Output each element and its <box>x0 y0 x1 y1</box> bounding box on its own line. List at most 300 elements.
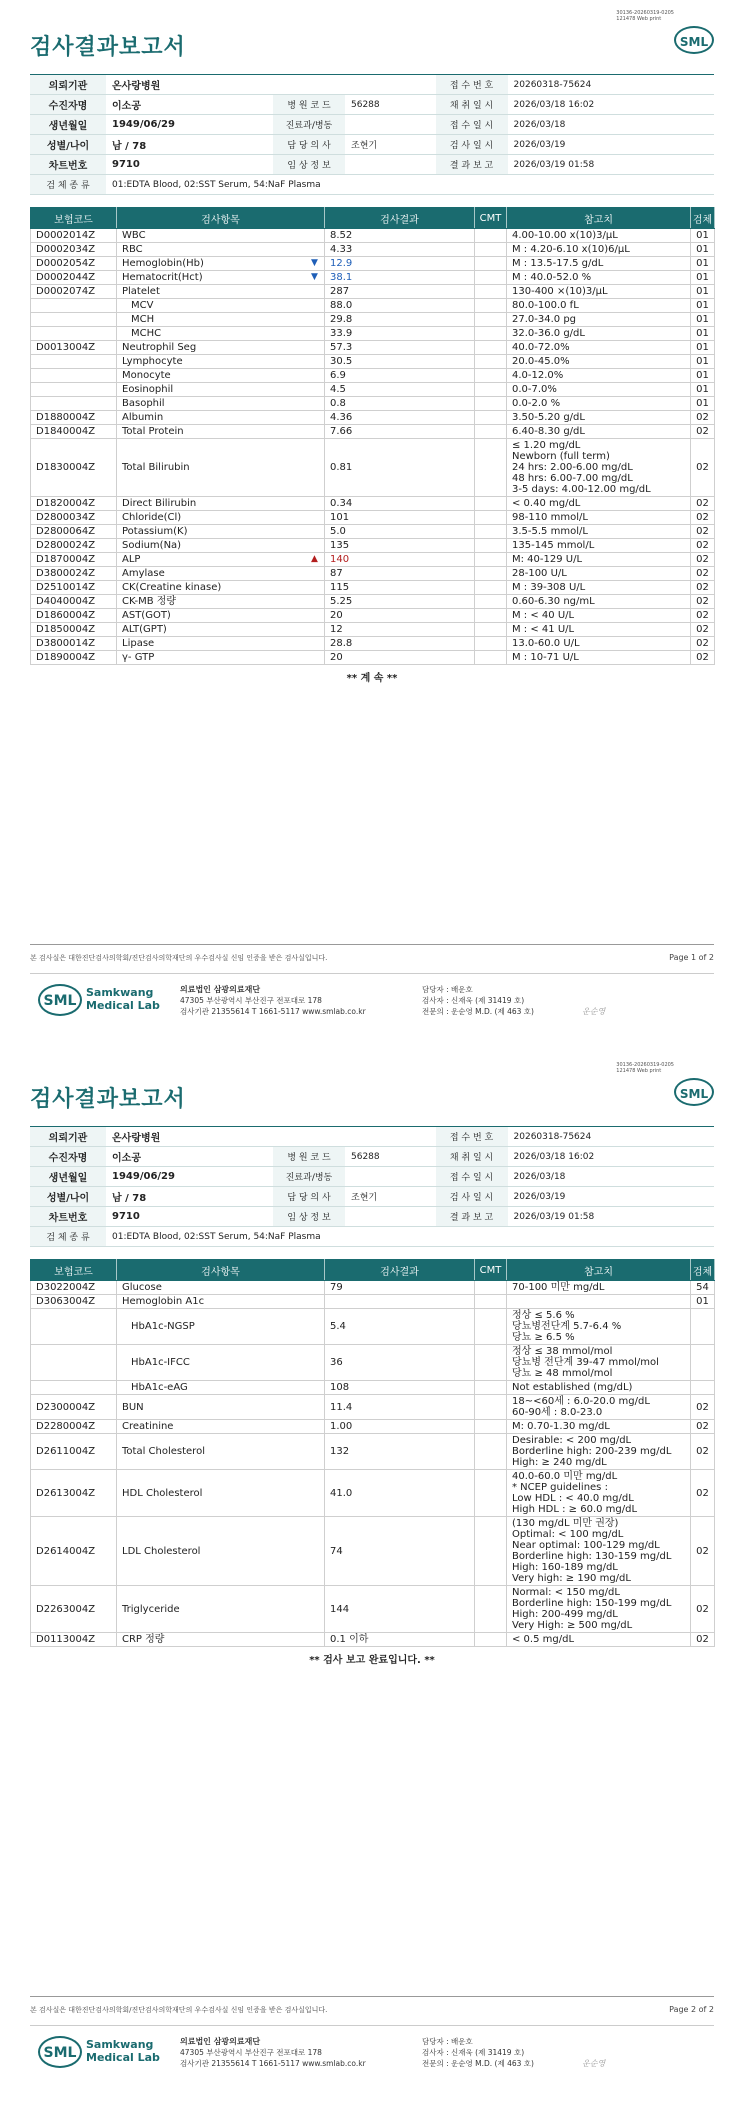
table-row <box>31 439 715 497</box>
col-header-item: 검사항목 <box>117 208 325 229</box>
cell-result <box>325 1395 475 1420</box>
table-row <box>31 553 715 567</box>
table-row <box>31 567 715 581</box>
label-collected: 채 취 일 시 <box>436 1147 508 1167</box>
cell-specimen: 01 <box>691 313 715 327</box>
cell-item: MCHC <box>117 327 325 341</box>
result-value: 101 <box>330 512 350 523</box>
high-flag-icon: ▲ <box>311 554 318 564</box>
table-row <box>31 1586 715 1633</box>
cell-specimen: 02 <box>691 411 715 425</box>
brand-line: Samkwang <box>86 986 154 999</box>
cell-cmt <box>475 243 507 257</box>
cell-cmt <box>475 411 507 425</box>
table-row <box>31 271 715 285</box>
cell-ref: ≤ 1.20 mg/dL Newborn (full term) 24 hrs: 2.00-6.00 mg/dL 48 hrs: 6.00-7.00 mg/dL 3-5 days: 4.00-12.00 mg/dL <box>507 439 691 497</box>
col-header-result: 검사결과 <box>325 208 475 229</box>
result-value: 29.8 <box>330 314 353 325</box>
cell-code: D3022004Z <box>31 1281 117 1295</box>
cell-cmt <box>475 1434 507 1470</box>
cell-item: HbA1c-eAG <box>117 1381 325 1395</box>
table-row <box>31 327 715 341</box>
results-table-page-2 <box>30 1259 715 1647</box>
result-value: 30.5 <box>330 356 353 367</box>
cell-ref: 130-400 ×(10)3/µL <box>507 285 691 299</box>
cell-cmt <box>475 1281 507 1295</box>
cell-cmt <box>475 397 507 411</box>
value-institution: 온사랑병원 <box>106 1127 436 1147</box>
label-chart: 차트번호 <box>30 1207 106 1227</box>
cell-ref: 0.0-2.0 % <box>507 397 691 411</box>
cell-item: Amylase <box>117 567 325 581</box>
cell-ref: Normal: < 150 mg/dL Borderline high: 150-199 mg/dL High: 200-499 mg/dL Very High: ≥ 500 mg/dL <box>507 1586 691 1633</box>
cell-cmt <box>475 1381 507 1395</box>
label-hospital-code: 병 원 코 드 <box>273 1147 345 1167</box>
cell-cmt <box>475 1309 507 1345</box>
table-row <box>31 285 715 299</box>
cell-result <box>325 397 475 411</box>
cell-specimen: 01 <box>691 257 715 271</box>
accreditation-note <box>30 1996 714 2025</box>
table-row <box>31 1395 715 1420</box>
org-contact: 검사기관 21355614 T 1661-5117 www.smlab.co.kr <box>180 1007 366 1016</box>
table-row <box>31 299 715 313</box>
patient-info-table <box>30 74 714 195</box>
value-reported: 2026/03/19 01:58 <box>508 1207 714 1227</box>
label-hospital-code: 병 원 코 드 <box>273 95 345 115</box>
cell-result <box>325 539 475 553</box>
cell-code: D1870004Z <box>31 553 117 567</box>
label-tested: 검 사 일 시 <box>436 135 508 155</box>
label-doctor: 담 당 의 사 <box>273 135 345 155</box>
col-header-item: 검사항목 <box>117 1260 325 1281</box>
cell-item: Hematocrit(Hct) <box>117 271 325 285</box>
org-info <box>180 2036 366 2069</box>
cell-specimen: 01 <box>691 369 715 383</box>
cell-result <box>325 511 475 525</box>
value-received: 2026/03/18 <box>508 115 714 135</box>
cell-item: Albumin <box>117 411 325 425</box>
cell-cmt <box>475 383 507 397</box>
cell-result <box>325 425 475 439</box>
cell-cmt <box>475 299 507 313</box>
table-row <box>31 1295 715 1309</box>
table-row <box>31 313 715 327</box>
result-value: 135 <box>330 540 350 551</box>
cell-code: D2300004Z <box>31 1395 117 1420</box>
results-body <box>31 1281 715 1647</box>
print-code <box>616 10 674 22</box>
col-header-specimen: 검체 <box>691 208 715 229</box>
cell-result <box>325 299 475 313</box>
report-title: 검사결과보고서 <box>30 1087 186 1112</box>
patient-info-table <box>30 1126 714 1247</box>
label-specimen: 검 체 종 류 <box>30 175 106 195</box>
result-value: 7.66 <box>330 426 353 437</box>
cell-specimen: 01 <box>691 271 715 285</box>
cell-item: Direct Bilirubin <box>117 497 325 511</box>
cell-cmt <box>475 553 507 567</box>
print-code-line: 121478 Web print <box>616 16 662 22</box>
cell-ref: 98-110 mmol/L <box>507 511 691 525</box>
cell-specimen: 01 <box>691 327 715 341</box>
result-value: 108 <box>330 1382 350 1393</box>
result-value: 0.81 <box>330 462 353 473</box>
sml-footer-logo: SML <box>38 984 82 1016</box>
cell-code <box>31 299 117 313</box>
cell-specimen: 01 <box>691 341 715 355</box>
cell-result <box>325 383 475 397</box>
result-value: 4.5 <box>330 384 346 395</box>
cell-result <box>325 439 475 497</box>
cell-specimen: 02 <box>691 497 715 511</box>
cell-cmt <box>475 285 507 299</box>
result-value: 8.52 <box>330 230 353 241</box>
cell-result <box>325 327 475 341</box>
cell-ref: 28-100 U/L <box>507 567 691 581</box>
cell-code <box>31 327 117 341</box>
table-row <box>31 383 715 397</box>
cell-item: MCH <box>117 313 325 327</box>
result-value: 41.0 <box>330 1487 353 1499</box>
result-value: 5.0 <box>330 526 346 537</box>
cell-specimen: 54 <box>691 1281 715 1295</box>
col-header-specimen: 검체 <box>691 1260 715 1281</box>
cell-specimen: 02 <box>691 525 715 539</box>
cell-code: D1850004Z <box>31 623 117 637</box>
cell-specimen: 02 <box>691 609 715 623</box>
cell-item: Hemoglobin(Hb) <box>117 257 325 271</box>
brand-line: Medical Lab <box>86 2051 160 2064</box>
table-row <box>31 257 715 271</box>
result-value: 0.1 이하 <box>330 1634 369 1645</box>
results-table-page-1 <box>30 207 715 665</box>
cell-code <box>31 355 117 369</box>
cell-ref: 3.5-5.5 mmol/L <box>507 525 691 539</box>
sml-logo: SML <box>674 26 714 54</box>
table-row <box>31 411 715 425</box>
cell-item: Platelet <box>117 285 325 299</box>
cell-item: Chloride(Cl) <box>117 511 325 525</box>
cell-cmt <box>475 525 507 539</box>
cell-ref: 32.0-36.0 g/dL <box>507 327 691 341</box>
cell-cmt <box>475 1420 507 1434</box>
table-row <box>31 497 715 511</box>
cell-code: D3800014Z <box>31 637 117 651</box>
cell-code: D4040004Z <box>31 595 117 609</box>
cell-ref: 40.0-60.0 미만 mg/dL * NCEP guidelines : Low HDL : < 40.0 mg/dL High HDL : ≥ 60.0 mg/dL <box>507 1470 691 1517</box>
cell-cmt <box>475 623 507 637</box>
value-dept <box>345 1167 436 1187</box>
cell-result <box>325 1517 475 1586</box>
cell-code: D1830004Z <box>31 439 117 497</box>
value-specimen: 01:EDTA Blood, 02:SST Serum, 54:NaF Plasma <box>106 175 714 195</box>
result-value: 287 <box>330 286 350 297</box>
col-header-cmt: CMT <box>475 1260 507 1281</box>
cell-item: Total Cholesterol <box>117 1434 325 1470</box>
cell-item: Lymphocyte <box>117 355 325 369</box>
cell-ref: 정상 ≤ 38 mmol/mol 당뇨병 전단계 39-47 mmol/mol 당뇨 ≥ 48 mmol/mol <box>507 1345 691 1381</box>
cell-code: D2613004Z <box>31 1470 117 1517</box>
signature: 운순영 <box>582 2059 606 2068</box>
result-value: 0.8 <box>330 398 346 409</box>
cell-cmt <box>475 1295 507 1309</box>
label-name: 수진자명 <box>30 95 106 115</box>
cell-cmt <box>475 425 507 439</box>
cell-ref: M : 39-308 U/L <box>507 581 691 595</box>
cell-item: LDL Cholesterol <box>117 1517 325 1586</box>
report-title: 검사결과보고서 <box>30 35 186 60</box>
cell-result <box>325 369 475 383</box>
cell-code: D1880004Z <box>31 411 117 425</box>
cell-specimen <box>691 1381 715 1395</box>
col-header-code: 보험코드 <box>31 1260 117 1281</box>
table-row <box>31 1281 715 1295</box>
result-value: 87 <box>330 568 343 579</box>
result-value: 115 <box>330 582 350 593</box>
cell-ref: 정상 ≤ 5.6 % 당뇨병전단계 5.7-6.4 % 당뇨 ≥ 6.5 % <box>507 1309 691 1345</box>
result-value: 140 <box>330 554 350 565</box>
value-clinical <box>345 155 436 175</box>
cell-ref: (130 mg/dL 미만 권장) Optimal: < 100 mg/dL Near optimal: 100-129 mg/dL Borderline high: 130-159 mg/dL High: 160-189 mg/dL Very high: ≥ 190 mg/dL <box>507 1517 691 1586</box>
cell-specimen: 02 <box>691 581 715 595</box>
staff-line: 검사자 : 신재욱 (제 31419 호) <box>422 2048 525 2057</box>
value-collected: 2026/03/18 16:02 <box>508 1147 714 1167</box>
result-value: 5.4 <box>330 1321 346 1332</box>
value-received: 2026/03/18 <box>508 1167 714 1187</box>
org-address: 47305 부산광역시 부산진구 전포대로 178 <box>180 996 322 1005</box>
cell-specimen <box>691 1309 715 1345</box>
table-row <box>31 581 715 595</box>
cell-specimen <box>691 1345 715 1381</box>
cell-cmt <box>475 341 507 355</box>
label-specimen: 검 체 종 류 <box>30 1227 106 1247</box>
cell-specimen: 02 <box>691 595 715 609</box>
value-reported: 2026/03/19 01:58 <box>508 155 714 175</box>
cell-code: D0013004Z <box>31 341 117 355</box>
label-reported: 결 과 보 고 <box>436 1207 508 1227</box>
cell-specimen: 02 <box>691 439 715 497</box>
value-name: 이소공 <box>106 1147 273 1167</box>
cell-result <box>325 1309 475 1345</box>
cell-item: HbA1c-IFCC <box>117 1345 325 1381</box>
cell-item: Total Protein <box>117 425 325 439</box>
result-value: 4.36 <box>330 412 353 423</box>
result-value: 1.00 <box>330 1421 353 1432</box>
cell-result <box>325 623 475 637</box>
cell-code <box>31 313 117 327</box>
cell-code: D0002074Z <box>31 285 117 299</box>
cell-code: D0002054Z <box>31 257 117 271</box>
cell-cmt <box>475 567 507 581</box>
cell-specimen: 01 <box>691 299 715 313</box>
table-row <box>31 1420 715 1434</box>
report-page-2 <box>0 1052 744 2104</box>
col-header-ref: 참고치 <box>507 1260 691 1281</box>
cell-specimen: 01 <box>691 229 715 243</box>
cell-specimen: 02 <box>691 511 715 525</box>
value-receipt-no: 20260318-75624 <box>508 75 714 95</box>
org-contact: 검사기관 21355614 T 1661-5117 www.smlab.co.kr <box>180 2059 366 2068</box>
brand-line: Medical Lab <box>86 999 160 1012</box>
cell-specimen: 01 <box>691 355 715 369</box>
cell-result <box>325 567 475 581</box>
result-value: 28.8 <box>330 638 353 649</box>
label-sex-age: 성별/나이 <box>30 135 106 155</box>
org-address: 47305 부산광역시 부산진구 전포대로 178 <box>180 2048 322 2057</box>
label-dept: 진료과/병동 <box>273 1167 345 1187</box>
sml-footer-logo: SML <box>38 2036 82 2068</box>
cell-item: Eosinophil <box>117 383 325 397</box>
staff-info <box>422 984 534 1017</box>
cell-code <box>31 383 117 397</box>
cell-item: ALP <box>117 553 325 567</box>
cell-specimen: 02 <box>691 1586 715 1633</box>
sml-logo: SML <box>674 1078 714 1106</box>
value-hospital-code: 56288 <box>345 95 436 115</box>
value-sex-age: 남 / 78 <box>106 135 273 155</box>
label-institution: 의뢰기관 <box>30 75 106 95</box>
page-header <box>30 1052 714 1122</box>
cell-specimen: 02 <box>691 1420 715 1434</box>
cell-specimen: 02 <box>691 1517 715 1586</box>
cell-cmt <box>475 609 507 623</box>
cell-code: D0002014Z <box>31 229 117 243</box>
cell-ref: M : < 40 U/L <box>507 609 691 623</box>
cell-cmt <box>475 1586 507 1633</box>
cell-item: Glucose <box>117 1281 325 1295</box>
value-institution: 온사랑병원 <box>106 75 436 95</box>
cell-specimen: 01 <box>691 285 715 299</box>
value-chart: 9710 <box>106 155 273 175</box>
cell-ref: < 0.5 mg/dL <box>507 1633 691 1647</box>
cell-item: HDL Cholesterol <box>117 1470 325 1517</box>
cell-cmt <box>475 511 507 525</box>
cell-result <box>325 285 475 299</box>
table-row <box>31 341 715 355</box>
cell-code: D1860004Z <box>31 609 117 623</box>
cell-ref: Not established (mg/dL) <box>507 1381 691 1395</box>
cell-cmt <box>475 355 507 369</box>
label-received: 접 수 일 시 <box>436 115 508 135</box>
cell-item: Creatinine <box>117 1420 325 1434</box>
cell-cmt <box>475 229 507 243</box>
page-footer <box>30 1996 714 2086</box>
cell-code <box>31 1381 117 1395</box>
cell-cmt <box>475 313 507 327</box>
brand-name <box>86 2038 160 2064</box>
table-row <box>31 637 715 651</box>
cell-result <box>325 1381 475 1395</box>
cell-item: Lipase <box>117 637 325 651</box>
label-sex-age: 성별/나이 <box>30 1187 106 1207</box>
label-name: 수진자명 <box>30 1147 106 1167</box>
cell-ref: 6.40-8.30 g/dL <box>507 425 691 439</box>
accreditation-text: 본 검사실은 대한진단검사의학회/진단검사의학재단의 우수검사실 신임 인증을 받은 검사실입니다. <box>30 954 328 962</box>
cell-cmt <box>475 1345 507 1381</box>
cell-specimen: 01 <box>691 383 715 397</box>
org-info <box>180 984 366 1017</box>
result-value: 36 <box>330 1357 343 1368</box>
label-receipt-no: 접 수 번 호 <box>436 1127 508 1147</box>
cell-result <box>325 595 475 609</box>
cell-cmt <box>475 1470 507 1517</box>
cell-code <box>31 369 117 383</box>
table-row <box>31 397 715 411</box>
cell-cmt <box>475 369 507 383</box>
result-value: 33.9 <box>330 328 353 339</box>
cell-ref: M: 0.70-1.30 mg/dL <box>507 1420 691 1434</box>
cell-item: Triglyceride <box>117 1586 325 1633</box>
cell-code: D1840004Z <box>31 425 117 439</box>
label-clinical: 임 상 정 보 <box>273 155 345 175</box>
org-name: 의료법인 삼광의료재단 <box>180 985 261 994</box>
cell-ref: M : 40.0-52.0 % <box>507 271 691 285</box>
cell-ref: 20.0-45.0% <box>507 355 691 369</box>
table-row <box>31 1470 715 1517</box>
brand-name <box>86 986 160 1012</box>
accreditation-text: 본 검사실은 대한진단검사의학회/진단검사의학재단의 우수검사실 신임 인증을 받은 검사실입니다. <box>30 2006 328 2014</box>
cell-cmt <box>475 595 507 609</box>
cell-item: CK-MB 정량 <box>117 595 325 609</box>
cell-result <box>311 271 475 285</box>
label-received: 접 수 일 시 <box>436 1167 508 1187</box>
table-row <box>31 229 715 243</box>
staff-line: 담당자 : 배운호 <box>422 2037 473 2046</box>
cell-item: WBC <box>117 229 325 243</box>
table-row <box>31 1345 715 1381</box>
footer-org <box>30 973 714 1034</box>
cell-ref: < 0.40 mg/dL <box>507 497 691 511</box>
cell-code: D2614004Z <box>31 1517 117 1586</box>
cell-code <box>31 1345 117 1381</box>
value-receipt-no: 20260318-75624 <box>508 1127 714 1147</box>
table-row <box>31 651 715 665</box>
cell-ref: 80.0-100.0 fL <box>507 299 691 313</box>
value-name: 이소공 <box>106 95 273 115</box>
staff-info <box>422 2036 534 2069</box>
result-value: 12 <box>330 624 343 635</box>
cell-item: CK(Creatine kinase) <box>117 581 325 595</box>
cell-item: CRP 정량 <box>117 1633 325 1647</box>
cell-ref: 3.50-5.20 g/dL <box>507 411 691 425</box>
table-row <box>31 1633 715 1647</box>
table-row <box>31 623 715 637</box>
col-header-ref: 참고치 <box>507 208 691 229</box>
accreditation-note <box>30 944 714 973</box>
cell-ref: M: 40-129 U/L <box>507 553 691 567</box>
value-dob: 1949/06/29 <box>106 1167 273 1187</box>
table-row <box>31 355 715 369</box>
cell-item: MCV <box>117 299 325 313</box>
cell-ref: 135-145 mmol/L <box>507 539 691 553</box>
cell-item: Sodium(Na) <box>117 539 325 553</box>
cell-cmt <box>475 1395 507 1420</box>
result-value: 6.9 <box>330 370 346 381</box>
col-header-code: 보험코드 <box>31 208 117 229</box>
result-value: 0.34 <box>330 498 353 509</box>
results-body <box>31 229 715 665</box>
cell-result <box>325 1345 475 1381</box>
cell-item: Basophil <box>117 397 325 411</box>
cell-code: D2263004Z <box>31 1586 117 1633</box>
cell-item: Potassium(K) <box>117 525 325 539</box>
result-value: 57.3 <box>330 342 353 353</box>
table-row <box>31 1517 715 1586</box>
staff-line: 검사자 : 신재욱 (제 31419 호) <box>422 996 525 1005</box>
result-value: 79 <box>330 1282 343 1293</box>
cell-cmt <box>475 581 507 595</box>
